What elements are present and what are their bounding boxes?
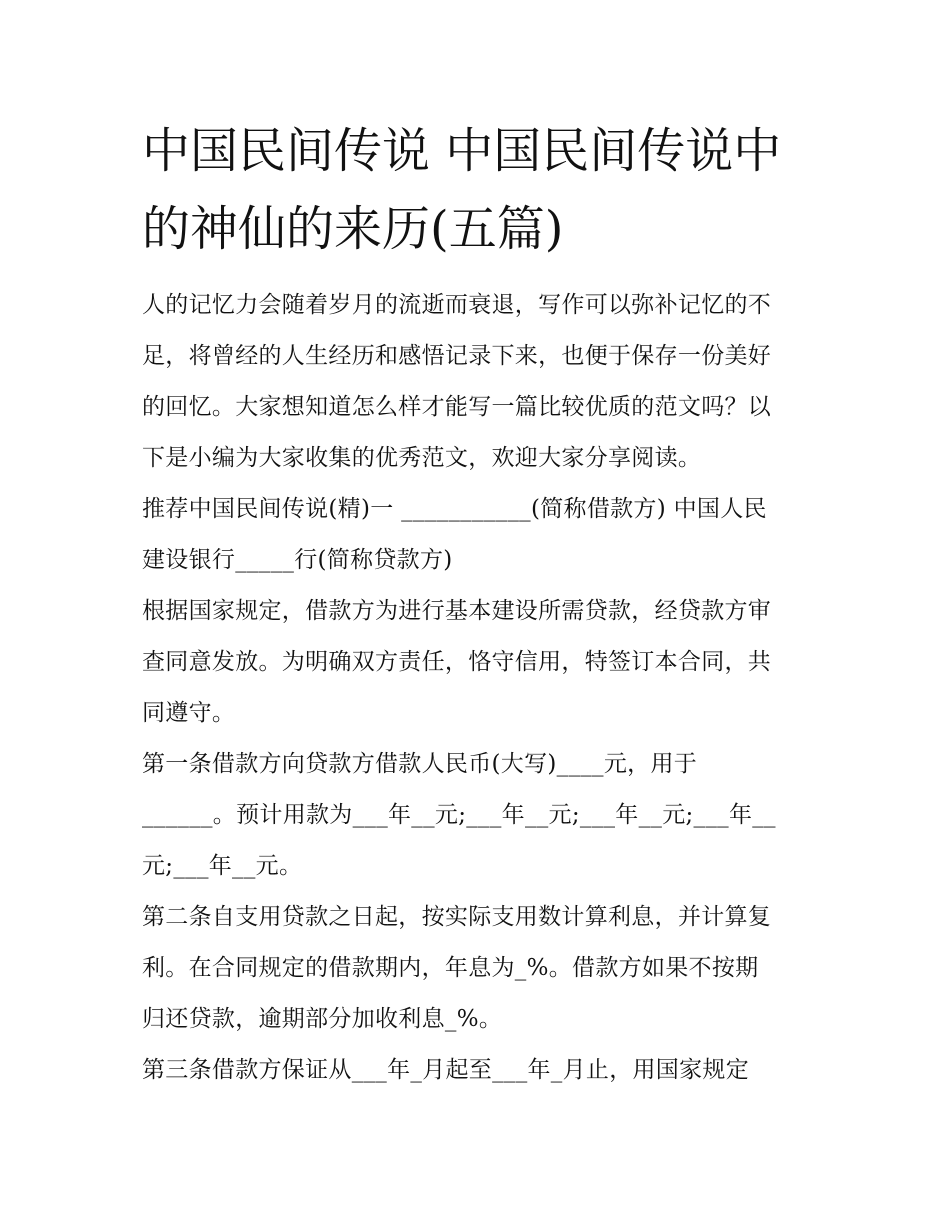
parties-paragraph: 推荐中国民间传说(精)一 ___________(简称借款方) 中国人民 建设银行_____行(简称贷款方) xyxy=(142,496,767,573)
document-title: 中国民间传说 中国民间传说中 的神仙的来历(五篇) xyxy=(142,123,782,257)
intro-paragraph: 人的记忆力会随着岁月的流逝而衰退，写作可以弥补记忆的不 足，将曾经的人生经历和感悟记录下来，也便于保存一份美好 的回忆。大家想知道怎么样才能写一篇比较优质的范文吗？以 下是小编为大家收集的优秀范文，欢迎大家分享阅读。 xyxy=(142,292,772,471)
document-body xyxy=(142,112,818,1096)
article-2-paragraph: 第二条自支用贷款之日起，按实际支用数计算利息，并计算复 利。在合同规定的借款期内，年息为_%。借款方如果不按期 归还贷款，逾期部分加收利息_%。 xyxy=(142,904,772,1032)
article-1-paragraph: 第一条借款方向贷款方借款人民币(大写)____元，用于 ______。预计用款为___年__元;___年__元;___年__元;___年__ 元;___年__元。 xyxy=(142,751,776,879)
preamble-paragraph: 根据国家规定，借款方为进行基本建设所需贷款，经贷款方审 查同意发放。为明确双方责任，恪守信用，特签订本合同，共 同遵守。 xyxy=(142,598,772,726)
article-3-paragraph: 第三条借款方保证从___年_月起至___年_月止，用国家规定 xyxy=(142,1057,749,1083)
